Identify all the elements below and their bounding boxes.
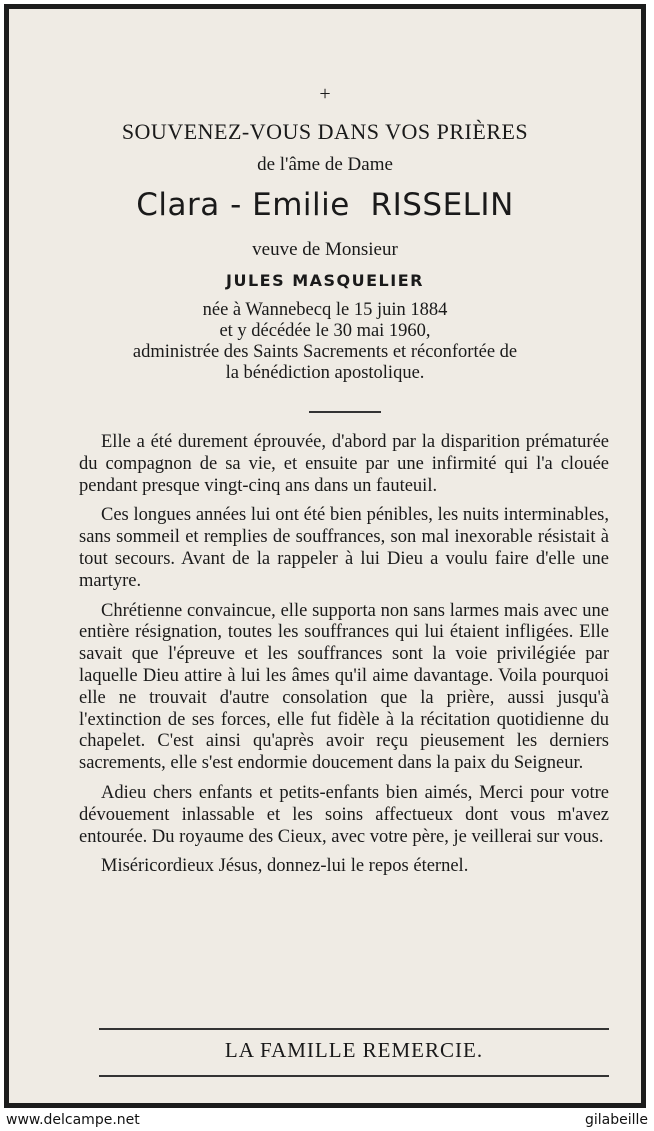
divider [99, 1075, 609, 1077]
divider [99, 1028, 609, 1030]
prayer-line: Miséricordieux Jésus, donnez-lui le repos éternel. [101, 856, 469, 877]
ame-line: de l'âme de Dame [257, 154, 393, 175]
veuve-line: veuve de Monsieur [252, 239, 398, 260]
cross-symbol: + [319, 83, 331, 105]
memorial-card [4, 4, 646, 1108]
sacraments-line: administrée des Saints Sacrements et réconfortée de [132, 342, 518, 362]
divider [309, 411, 381, 413]
memorial-text [79, 432, 609, 886]
dates-block [9, 300, 641, 384]
paragraph: Chrétienne convaincue, elle supporta non sans larmes mais avec une entière résignation, toutes les souffrances qui lui étaient infligées. Elle savait que l'épreuve et les souffrances sont la voie privilégiée par laquelle Dieu attire à lui les âmes qu'il aime davantage. Voila pourquoi elle ne trouvait d'autre consolation que la prière, aussi jusqu'à l'extinction de ses forces, elle fut fidèle à la récitation quotidienne du chapelet. C'est ainsi qu'après avoir reçu pieusement les derniers sacrements, elle s'est endormie doucement dans la paix du Seigneur. [79, 600, 609, 774]
paragraph: Adieu chers enfants et petits-enfants bien aimés, Merci pour votre dévouement inlassable et les soins affectueux dont vous m'avez entourée. Du royaume des Cieux, avec votre père, je veillerai sur vous. [79, 782, 609, 847]
death-line: et y décédée le 30 mai 1960, [219, 321, 431, 341]
heading: SOUVENEZ-VOUS DANS VOS PRIÈRES [121, 119, 529, 144]
benediction-line: la bénédiction apostolique. [225, 363, 425, 383]
birth-line: née à Wannebecq le 15 juin 1884 [202, 300, 448, 320]
deceased-name: Clara - Emilie RISSELIN [136, 187, 514, 223]
watermark-left: www.delcampe.net [6, 1112, 140, 1128]
husband-name: JULES MASQUELIER [226, 271, 424, 290]
paragraph: Ces longues années lui ont été bien pénibles, les nuits interminables, sans sommeil et remplies de souffrances, son mal inexorable résistait à tout secours. Avant de la rappeler à lui Dieu a voulu faire d'elle une martyre. [79, 505, 609, 591]
watermark-right: gilabeille [584, 1112, 648, 1128]
closing-line: LA FAMILLE REMERCIE. [224, 1038, 484, 1062]
paragraph: Elle a été durement éprouvée, d'abord par la disparition prématurée du compagnon de sa vie, et ensuite par une infirmité qui l'a clouée pendant presque vingt-cinq ans dans un fauteuil. [79, 432, 609, 496]
